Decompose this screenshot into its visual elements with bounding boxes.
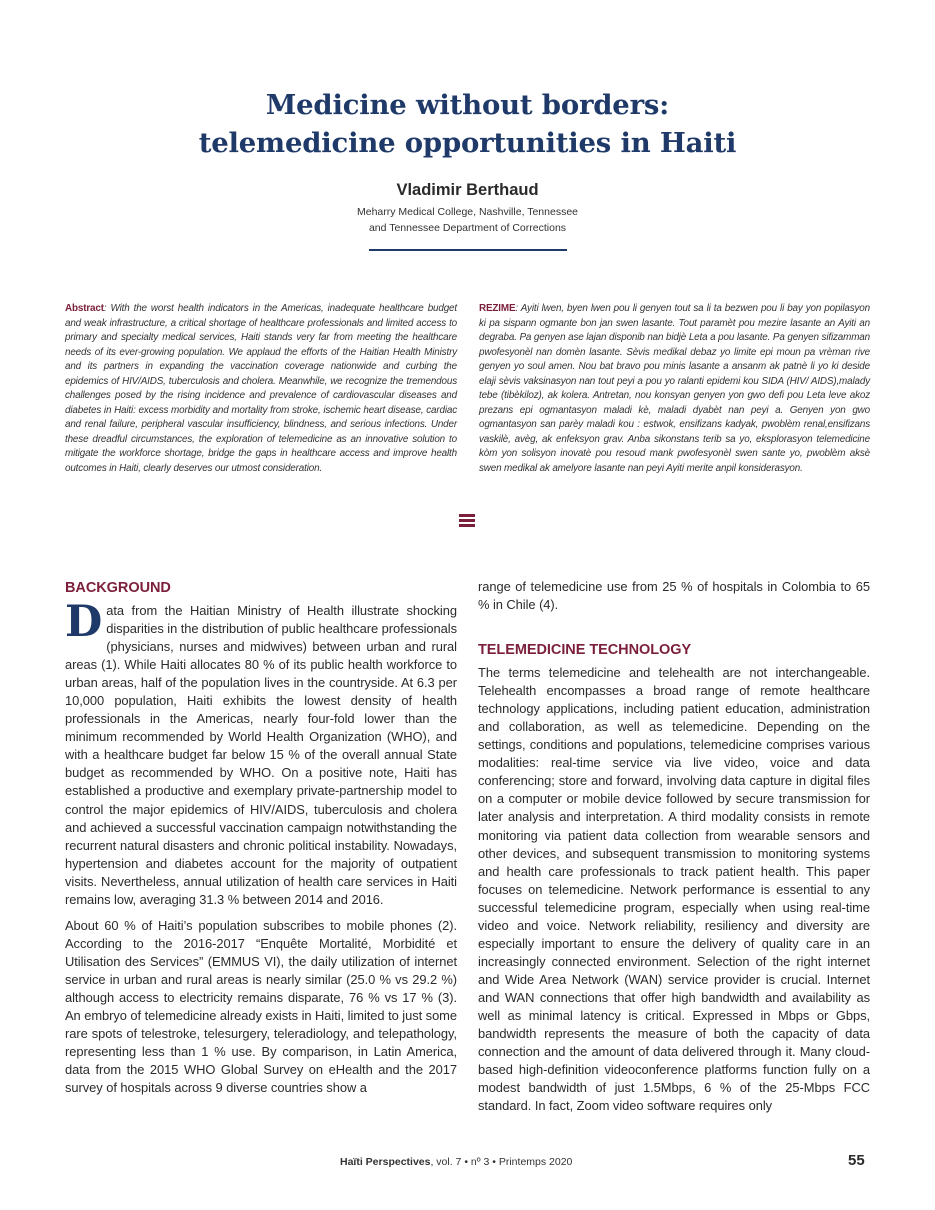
rezime-text: : Ayiti lwen, byen lwen pou li genyen tout sa li ta bezwen pou li bay yon popilasyon ki pa sispann ogmante bon jan swen lasante. Tout paramèt pou mezire lasante an Ayiti an degraba. Pa genyen ase lajan disponib nan bidjè Leta a pou lasante. Pa genyen sifizamman pwofesyonèl nan domèn lasante. Sèvis medikal debaz yo limite epi moun pa vrèman rive genyen yo soul amen. Nou bat bravo pou minis lasante a ansanm ak patnè li yo ki deside elaji sèvis vaksinasyon nan tout peyi a pou yo ralanti epidemi kou SIDA (HIV/ AIDS),malady tebe (tibèkiloz), ak kolera. Antretan, nou konsyan genyen yon gwo defi pou Leta leve akoz prezans epi ogmantasyon maladi kè, maladi dyabèt nan peyi a. Genyen yon gwo ogmantasyon san parèy maladi kou : estwok, ensifizans kadyak, pwoblèm renal,ensifizans vaskilè, avèg, ak enfeksyon grav. Anba sikonstans terib sa yo, eksplorasyon telemedicine kòm yon solisyon inovatè pou resoud mank pwofesyonèl swen sante yo, pwoblèm aksè swen medikal ak amelyore lasante nan peyi Ayiti merite anpil konsiderasyon.: [479, 303, 870, 475]
right-column: [478, 578, 870, 1123]
author-affiliation: [0, 204, 935, 236]
page-footer: [340, 1156, 572, 1168]
background-continuation: range of telemedicine use from 25 % of hospitals in Colombia to 65 % in Chile (4).: [478, 579, 870, 613]
background-paragraph-2: About 60 % of Haiti’s population subscribes to mobile phones (2). According to the 2016-2017 “Enquête Mortalité, Morbidité et Utilisation des Services” (EMMUS VI), the daily utilization of internet service in urban and rural areas is nearly similar (25.0 % vs 29.2 %) although access to electricity remains disparate, 76 % vs 17 % (3). An embryo of telemedicine already exists in Haiti, limited to just some rare spots of telestroke, telesurgery, teleradiology, and telepathology, representing less than 1 % use. By comparison, in Latin America, data from the 2015 WHO Global Survey on eHealth and the 2017 survey of hospitals across 9 diverse countries show a: [65, 917, 457, 1096]
affiliation-line-1: Meharry Medical College, Nashville, Tennessee: [357, 206, 578, 218]
affiliation-line-2: and Tennessee Department of Corrections: [368, 222, 567, 234]
telemedicine-paragraph-1: The terms telemedicine and telehealth are not interchangeable. Telehealth encompasses a broad range of remote healthcare technology applications, including patient education, administration and collaboration, as well as telemedicine. Depending on the settings, conditions and populations, telemedicine comprises various modalities: real-time service via live video, voice and data conferencing; store and forward, involving data capture in digital files on a computer or mobile device followed by secure transmission for later analysis and interpretation. A third modality consists in remote monitoring via patient data collection from wearable sensors and other devices, and subsequent transmission to monitoring systems and health care professionals to track patient health. This paper focuses on telemedicine. Network performance is essential to any successful telemedicine program, especially when using real-time video and voice. Network reliability, resiliency and diversity are especially important to ensure the delivery of quality care in an increasingly connected environment. Selection of the right internet and Wide Area Network (WAN) service provider is crucial. Internet and WAN connections that offer high bandwidth and availability as well as minimal latency is critical. Expressed in Mbps or Gbps, bandwidth represents the measure of both the capacity of data connection and the amount of data delivered through it. Many cloud-based high-definition videoconference platforms function fully on a modest bandwidth of just 1.5Mbps, 6 % of the 25-Mbps FCC standard. In fact, Zoom video software requires only: [478, 665, 870, 1114]
left-column: [65, 578, 457, 1105]
journal-name: Haïti Perspectives: [340, 1156, 431, 1168]
author-name: Vladimir Berthaud: [396, 181, 539, 199]
drop-cap: D: [65, 597, 103, 647]
background-paragraph-1: [65, 597, 457, 909]
telemedicine-heading: TELEMEDICINE TECHNOLOGY: [478, 642, 692, 659]
abstract-creole: [479, 302, 870, 477]
article-title: [0, 86, 935, 162]
journal-issue: , vol. 7 • nº 3 • Printemps 2020: [430, 1156, 573, 1168]
title-divider: [369, 249, 567, 251]
abstract-text: : With the worst health indicators in the Americas, inadequate healthcare budget and weak infrastructure, a critical shortage of healthcare professionals and limited access to primary and specialty medical services, Haiti stands very far from meeting the healthcare needs of its ever-growing population. We applaud the efforts of the Haitian Health Ministry and its partners in expanding the vaccination coverage nationwide and curbing the epidemics of HIV/AIDS, tuberculosis and cholera. Meanwhile, we recognize the tremendous challenges posed by the rising incidence and prevalence of cardiovascular diseases and diabetes in Haiti: excess morbidity and mortality from stroke, ischemic heart disease, cardiac and renal failure, peripheral vascular insufficiency, blindness, and serious infections. Under these dreadful circumstances, the exploration of telemedicine as an innovative solution to mitigate the workforce shortage, bridge the gaps in healthcare access and improve health outcomes in Haiti, clearly deserves our utmost consideration.: [65, 303, 457, 475]
abstract-english: [65, 302, 457, 477]
background-paragraph-1-text: ata from the Haitian Ministry of Health illustrate shocking disparities in the distribution of public healthcare professionals (physicians, nurses and midwives) between urban and rural areas (1). While Haiti allocates 80 % of its public health workforce to urban areas, half of the population lives in the countryside. At 6.3 per 10,000 population, Haiti exhibits the lowest density of health professionals in the Americas, nearly four-fold lower than the minimum recommended by World Health Organization (WHO), and with a healthcare budget far below 15 % of the overall annual State budget as recommended by WHO. On a positive note, Haiti has established a productive and exemplary private-partnership model to control the major epidemics of HIV/AIDS, tuberculosis and cholera and achieved a successful vaccination campaign notwithstanding the recurrent natural disasters and chronic political instability. Nowadays, hypertension and diabetes account for the majority of outpatient visits. Nevertheless, annual utilization of health care services in Haiti remains low, averaging 31.3 % between 2014 and 2016.: [65, 603, 457, 907]
title-line-2: telemedicine opportunities in Haiti: [198, 127, 737, 159]
title-line-1: Medicine without borders:: [265, 89, 670, 121]
abstract-label: Abstract: [65, 303, 104, 314]
section-separator-icon: [459, 514, 475, 527]
rezime-label: REZIME: [479, 303, 516, 314]
background-heading: BACKGROUND: [65, 580, 171, 596]
page-number: 55: [848, 1152, 865, 1169]
